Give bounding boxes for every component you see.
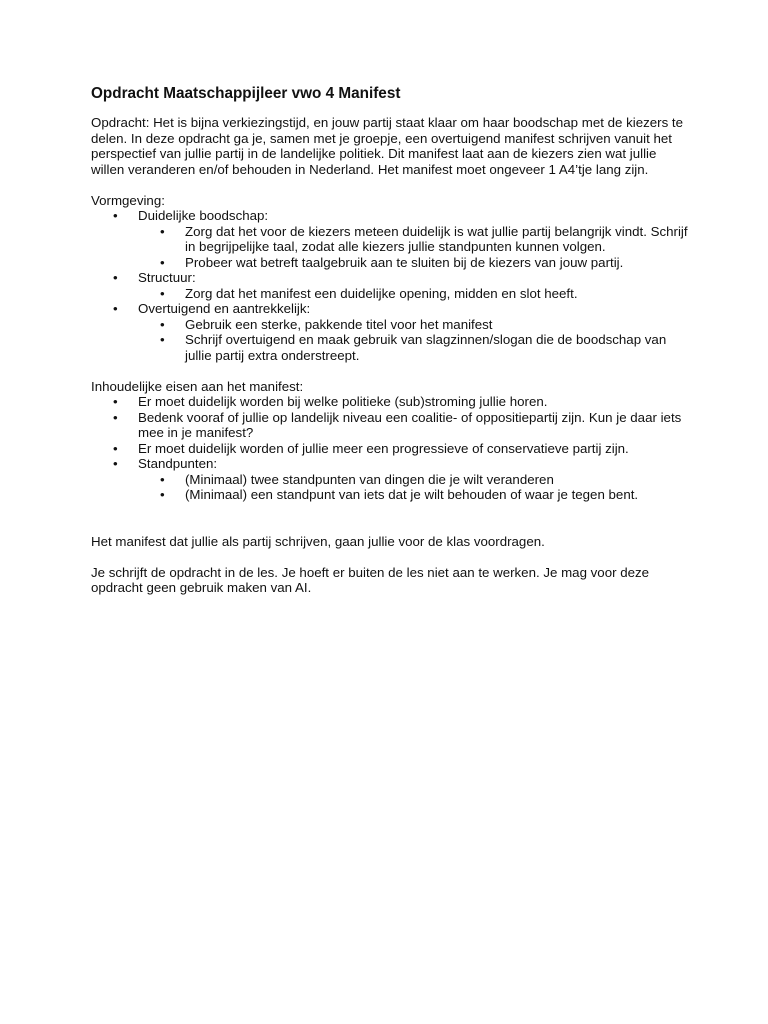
eisen-list [91, 394, 691, 503]
sub-list-item: • (Minimaal) twee standpunten van dingen die je wilt veranderen [138, 472, 691, 488]
sub-list-item: • Zorg dat het manifest een duidelijke opening, midden en slot heeft. [138, 286, 691, 302]
eisen-heading: Inhoudelijke eisen aan het manifest: [91, 378, 304, 394]
list-item [91, 270, 691, 301]
intro-paragraph: Opdracht: Het is bijna verkiezingstijd, en jouw partij staat klaar om haar boodschap met de kiezers te delen. In deze opdracht ga je, samen met je groepje, een overtuigend manifest schrijven vanuit het perspectief van jullie partij in de landelijke politiek. Dit manifest laat aan de kiezers zien wat jullie willen veranderen en/of behouden in Nederland. Het manifest moet ongeveer 1 A4’tje lang zijn. [91, 115, 684, 177]
sub-list [138, 317, 691, 364]
list-item [91, 208, 691, 270]
sub-list [138, 224, 691, 271]
list-item-label: Overtuigend en aantrekkelijk: [138, 301, 311, 316]
sub-list-item: • Zorg dat het voor de kiezers meteen duidelijk is wat jullie partij belangrijk vindt. Schrijf in begrijpelijke taal, zodat alle kiezers jullie standpunten kunnen volgen. [138, 224, 691, 255]
les-paragraph: Je schrijft de opdracht in de les. Je hoeft er buiten de les niet aan te werken. Je mag voor deze opdracht geen gebruik maken van AI. [91, 564, 650, 595]
sub-list-item: • Probeer wat betreft taalgebruik aan te sluiten bij de kiezers van jouw partij. [138, 255, 691, 271]
list-item-label: Standpunten: [138, 456, 218, 471]
list-item: • Er moet duidelijk worden bij welke politieke (sub)stroming jullie horen. [91, 394, 691, 410]
sub-list-item: • (Minimaal) een standpunt van iets dat je wilt behouden of waar je tegen bent. [138, 487, 691, 503]
list-item: • Er moet duidelijk worden of jullie meer een progressieve of conservatieve partij zijn. [91, 441, 691, 457]
vormgeving-heading: Vormgeving: [91, 192, 165, 208]
list-item-label: Duidelijke boodschap: [138, 208, 269, 223]
voordragen-paragraph: Het manifest dat jullie als partij schrijven, gaan jullie voor de klas voordragen. [91, 533, 545, 549]
sub-list [138, 472, 691, 503]
sub-list [138, 286, 691, 302]
list-item-label: Structuur: [138, 270, 196, 285]
document-title: Opdracht Maatschappijleer vwo 4 Manifest [91, 85, 401, 102]
list-item [91, 301, 691, 363]
document-body [91, 85, 691, 596]
list-item [91, 456, 691, 503]
sub-list-item: • Gebruik een sterke, pakkende titel voor het manifest [138, 317, 691, 333]
vormgeving-list [91, 208, 691, 363]
list-item: • Bedenk vooraf of jullie op landelijk niveau een coalitie- of oppositiepartij zijn. Kun je daar iets mee in je manifest? [91, 410, 691, 441]
sub-list-item: • Schrijf overtuigend en maak gebruik van slagzinnen/slogan die de boodschap van jullie partij extra onderstreept. [138, 332, 691, 363]
